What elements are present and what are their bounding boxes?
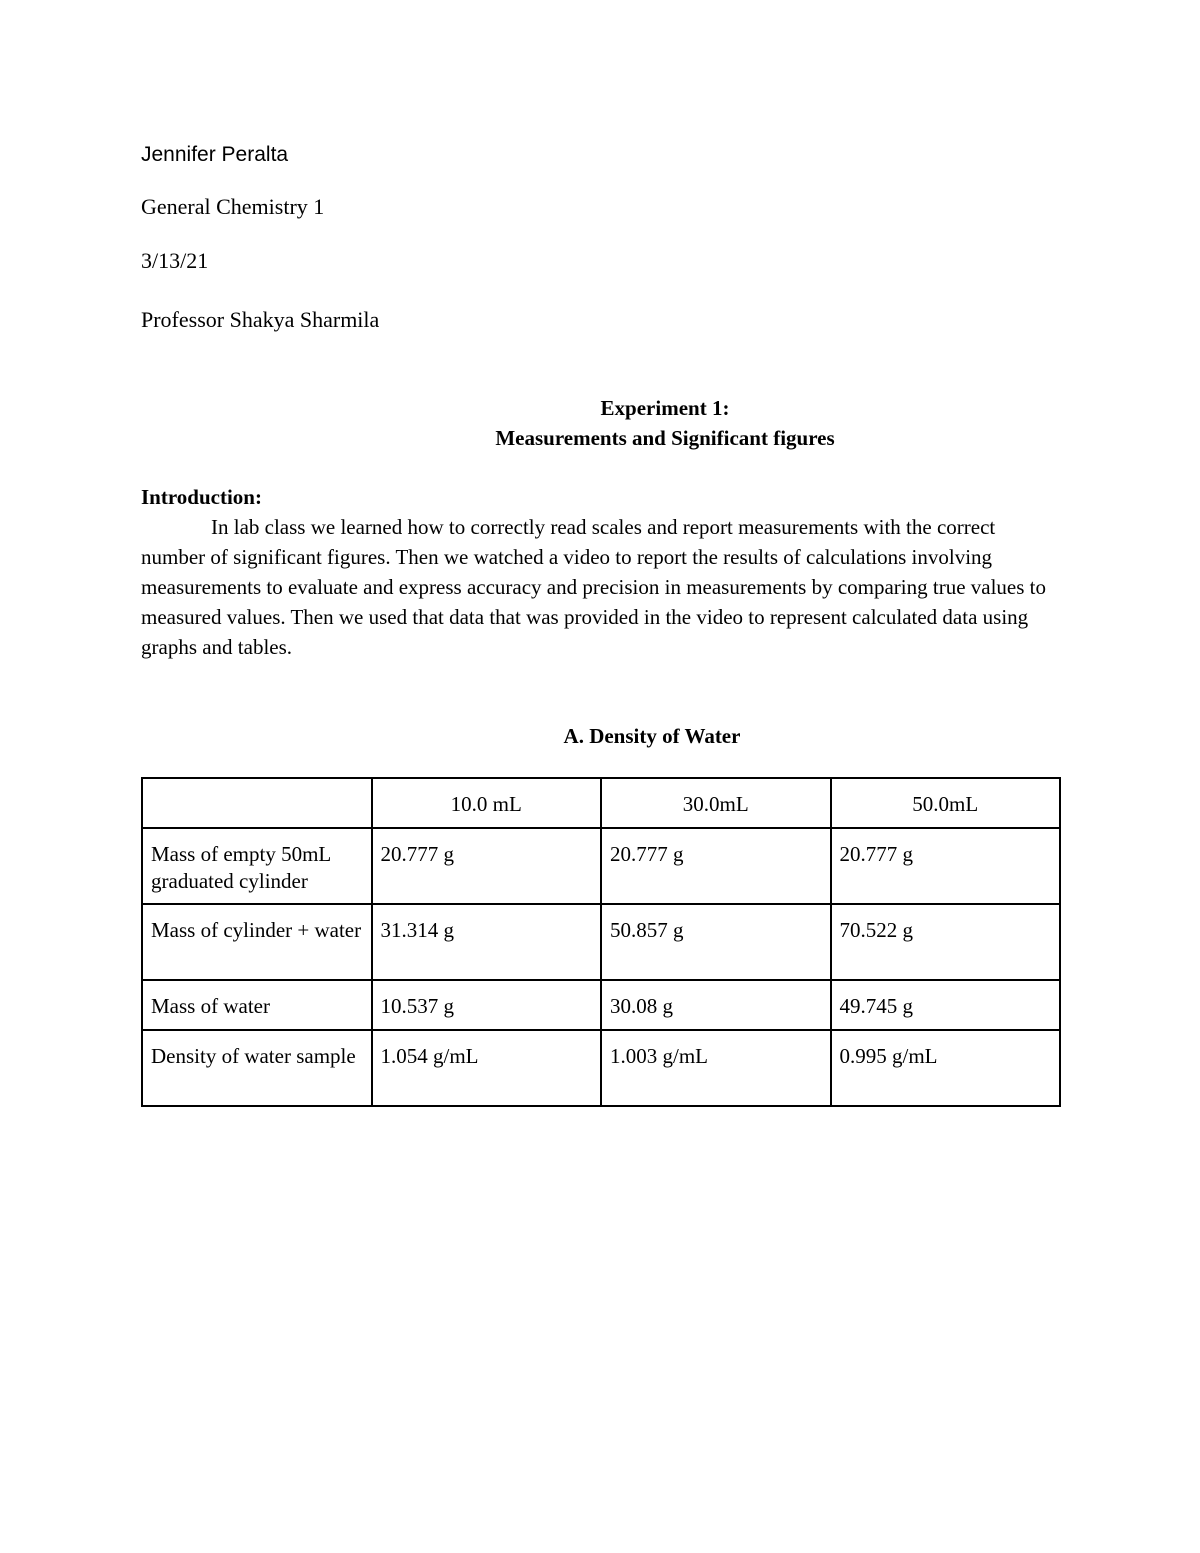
professor-name: Professor Shakya Sharmila: [141, 307, 380, 332]
table-row: [142, 1030, 1060, 1106]
course-name: General Chemistry 1: [141, 194, 325, 219]
table-cell: 70.522 g: [831, 904, 1061, 980]
density-table: [141, 777, 1061, 1107]
table-cell: 10.537 g: [372, 980, 602, 1030]
table-cell: 20.777 g: [831, 828, 1061, 904]
table-header-cell: [142, 778, 372, 828]
table-cell: 31.314 g: [372, 904, 602, 980]
table-cell: 20.777 g: [372, 828, 602, 904]
table-cell: 1.003 g/mL: [601, 1030, 831, 1106]
experiment-title: [0, 393, 1200, 453]
experiment-title-line1: Experiment 1:: [600, 396, 730, 420]
table-header-row: [142, 778, 1060, 828]
table-header-cell: 50.0mL: [831, 778, 1061, 828]
table-cell: 49.745 g: [831, 980, 1061, 1030]
section-a-heading: A. Density of Water: [563, 724, 741, 748]
table-cell: 30.08 g: [601, 980, 831, 1030]
table-row: [142, 980, 1060, 1030]
author-name: Jennifer Peralta: [141, 143, 289, 166]
introduction-heading: Introduction:: [141, 485, 262, 509]
row-label: Mass of cylinder + water: [142, 904, 372, 980]
experiment-title-line2: Measurements and Significant figures: [495, 426, 835, 450]
introduction-body: In lab class we learned how to correctly read scales and report measurements with the correct number of significant figures. Then we watched a video to report the results of calculations involving measurements to evaluate and express accuracy and precision in measurements by comparing true values to measured values. Then we used that data that was provided in the video to represent calculated data using graphs and tables.: [141, 515, 1046, 659]
report-date: 3/13/21: [141, 248, 209, 273]
table-row: [142, 904, 1060, 980]
row-label: Mass of water: [142, 980, 372, 1030]
table-cell: 50.857 g: [601, 904, 831, 980]
row-label: Mass of empty 50mL graduated cylinder: [142, 828, 372, 904]
table-row: [142, 828, 1060, 904]
row-label: Density of water sample: [142, 1030, 372, 1106]
table-header-cell: 30.0mL: [601, 778, 831, 828]
table-cell: 0.995 g/mL: [831, 1030, 1061, 1106]
table-header-cell: 10.0 mL: [372, 778, 602, 828]
table-cell: 20.777 g: [601, 828, 831, 904]
table-cell: 1.054 g/mL: [372, 1030, 602, 1106]
